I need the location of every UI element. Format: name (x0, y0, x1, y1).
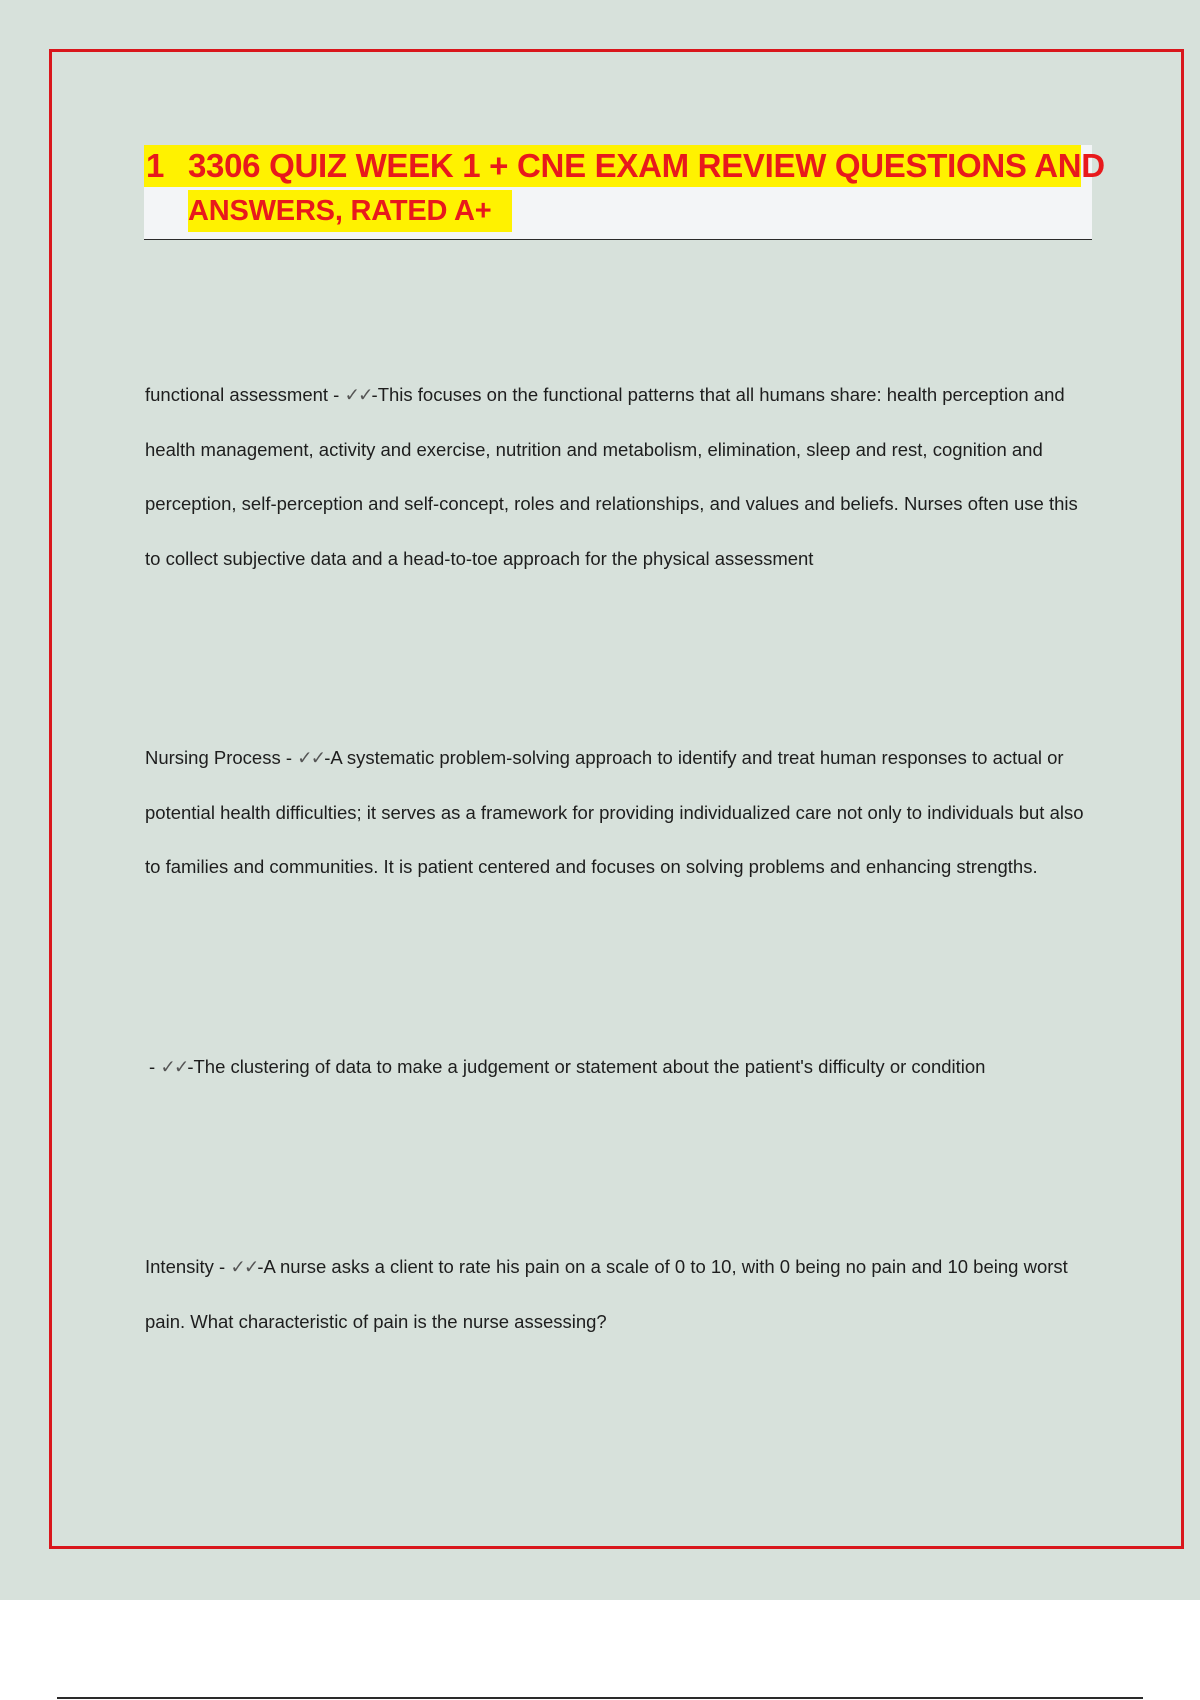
entry-definition: The clustering of data to make a judgement or statement about the patient's difficulty or condition (193, 1056, 986, 1077)
entry-term: Nursing Process (145, 747, 281, 768)
document-title-line-2: ANSWERS, RATED A+ (188, 190, 512, 232)
entry-definition: A nurse asks a client to rate his pain on a scale of 0 to 10, with 0 being no pain and 10 being worst pain. What characteristic of pain is the nurse assessing? (145, 1256, 1068, 1332)
title-number: 1 (144, 145, 190, 187)
document-title-line-1: 3306 QUIZ WEEK 1 + CNE EXAM REVIEW QUESTIONS AND (188, 145, 1081, 187)
qa-entry: Intensity - ✓✓-A nurse asks a client to rate his pain on a scale of 0 to 10, with 0 being no pain and 10 being worst pain. What characteristic of pain is the nurse assessing? (145, 1256, 1068, 1332)
double-check-icon: ✓✓ (230, 1256, 258, 1277)
footer-divider (57, 1697, 1143, 1699)
entry-definition: A systematic problem-solving approach to identify and treat human responses to actual or potential health difficulties; it serves as a framework for providing individualized care not only to individuals but also to families and communities. It is patient centered and focuses on solving problems and enhancing strengths. (145, 747, 1084, 877)
double-check-icon: ✓✓ (297, 747, 325, 768)
entry-definition: This focuses on the functional patterns that all humans share: health perception and health management, activity and exercise, nutrition and metabolism, elimination, sleep and rest, cognition and perception, self-perception and self-concept, roles and relationships, and values and beliefs. Nurses often use this to collect subjective data and a head-to-toe approach for the physical assessment (145, 384, 1078, 569)
qa-entry: functional assessment - ✓✓-This focuses on the functional patterns that all humans share: health perception and health management, activity and exercise, nutrition and metabolism, elimination, sleep and rest, cognition and perception, self-perception and self-concept, roles and relationships, and values and beliefs. Nurses often use this to collect subjective data and a head-to-toe approach for the physical assessment (145, 384, 1078, 569)
qa-entry: - ✓✓-The clustering of data to make a judgement or statement about the patient's difficulty or condition (149, 1056, 986, 1077)
entry-term: Intensity (145, 1256, 214, 1277)
double-check-icon: ✓✓ (344, 384, 372, 405)
qa-entry: Nursing Process - ✓✓-A systematic problem-solving approach to identify and treat human responses to actual or potential health difficulties; it serves as a framework for providing individualized care not only to individuals but also to families and communities. It is patient centered and focuses on solving problems and enhancing strengths. (145, 747, 1084, 877)
entry-term: functional assessment (145, 384, 329, 405)
double-check-icon: ✓✓ (160, 1056, 188, 1077)
